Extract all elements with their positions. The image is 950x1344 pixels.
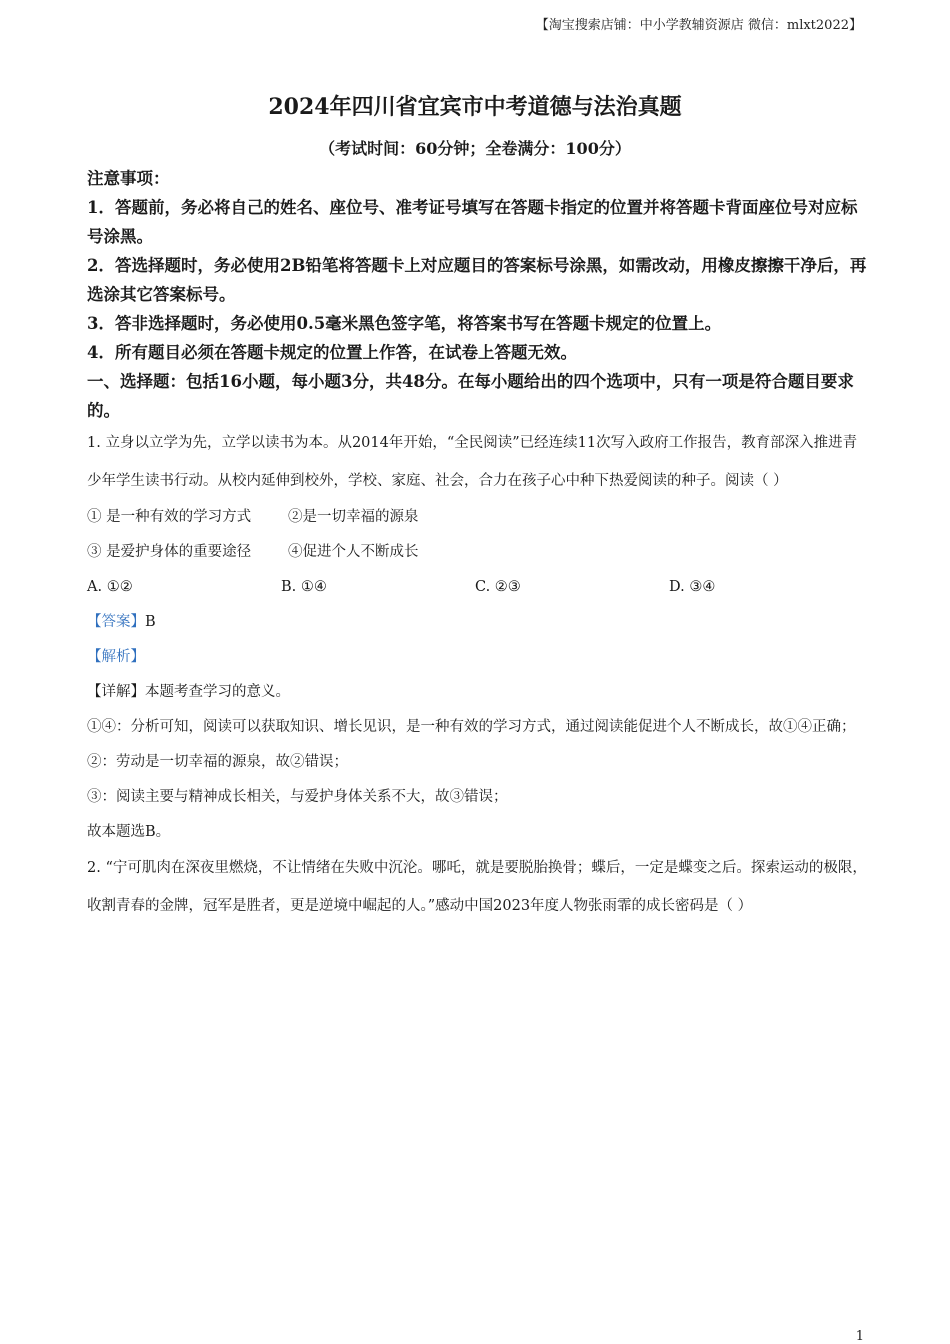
detail-line: 【详解】本题考查学习的意义。 [87,684,290,700]
question-1-stem: 1. 立身以立学为先，立学以读书为本。从2014年开始，“全民阅读”已经连续11次写入政府工作报告，教育部深入推进青少年学生读书行动。从校内延伸到校外，学校、家庭、社会，合力在孩子心中种下热爱阅读的种子。阅读（ ） [87,435,858,489]
statement-line: ① 是一种有效的学习方式 ②是一切幸福的源泉 [87,509,419,525]
question-1-answer [87,605,867,850]
section-heading: 一、选择题：包括16小题，每小题3分，共48分。在每小题给出的四个选项中，只有一项是符合题目要求的。 [87,372,854,420]
document-content [87,164,867,925]
notice-item: 4．所有题目必须在答题卡规定的位置上作答，在试卷上答题无效。 [87,343,577,362]
option-d: D. ③④ [669,579,716,595]
question-1 [87,425,867,500]
answer-value: B [145,614,156,630]
page-subtitle: （考试时间：60分钟；全卷满分：100分） [319,139,631,158]
notice-item: 2．答选择题时，务必使用2B铅笔将答题卡上对应题目的答案标号涂黑，如需改动，用橡皮擦擦干净后，再选涂其它答案标号。 [87,256,867,304]
option-a: A. ①② [87,579,133,595]
question-1-options [87,570,867,605]
notice-item: 1．答题前，务必将自己的姓名、座位号、准考证号填写在答题卡指定的位置并将答题卡背面座位号对应标号涂黑。 [87,198,858,246]
statement-line: ③ 是爱护身体的重要途径 ④促进个人不断成长 [87,544,419,560]
analysis-line: ②：劳动是一切幸福的源泉，故②错误； [87,754,348,770]
notice-heading: 注意事项： [87,169,170,188]
analysis-line: 故本题选B。 [87,824,171,840]
question-2 [87,850,867,925]
analysis-line: ③：阅读主要与精神成长相关，与爱护身体关系不大，故③错误； [87,789,508,805]
option-b: B. ①④ [281,579,327,595]
header-note: 【淘宝搜索店铺：中小学教辅资源店 微信：mlxt2022】 [535,18,862,33]
page-title: 2024年四川省宜宾市中考道德与法治真题 [268,94,682,120]
analysis-line: ①④：分析可知，阅读可以获取知识、增长见识，是一种有效的学习方式，通过阅读能促进个人不断成长，故①④正确； [87,719,856,735]
page-number: 1 [855,1329,864,1344]
answer-tag: 【答案】 [87,614,145,630]
question-2-stem: 2. “宁可肌肉在深夜里燃烧，不让情绪在失败中沉沦。哪吒，就是要脱胎换骨；蝶后，一定是蝶变之后。探索运动的极限，收割青春的金牌，冠军是胜者，更是逆境中崛起的人。”感动中国2023年度人物张雨霏的成长密码是（ ） [87,860,867,914]
question-1-statements [87,500,867,570]
option-c: C. ②③ [475,579,521,595]
notice-section [87,164,867,425]
analysis-tag: 【解析】 [87,649,145,665]
notice-item: 3．答非选择题时，务必使用0.5毫米黑色签字笔，将答案书写在答题卡规定的位置上。 [87,314,722,333]
